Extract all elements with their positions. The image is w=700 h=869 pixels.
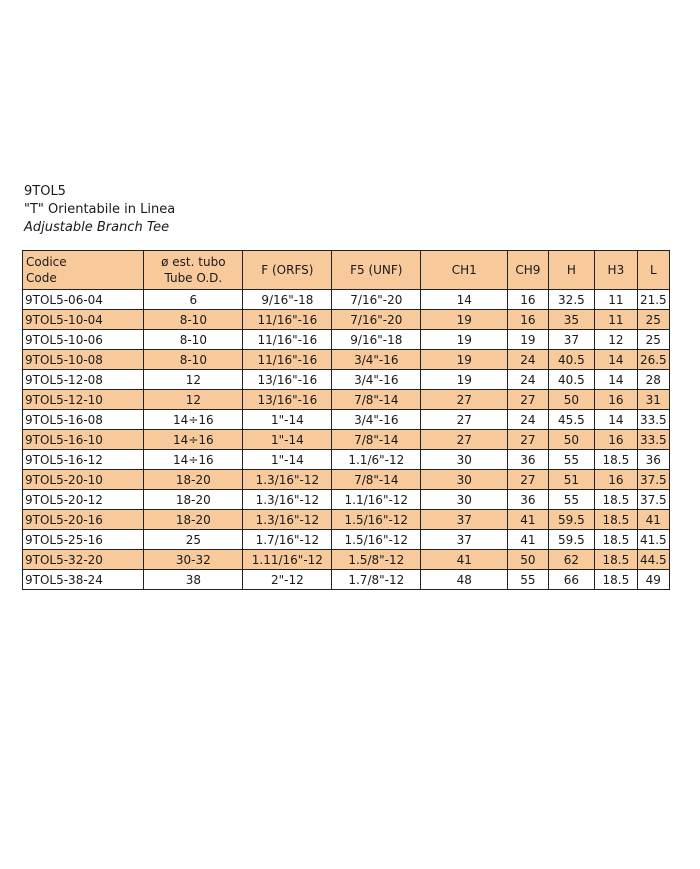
cell-h: 62	[548, 550, 595, 570]
table-header	[23, 251, 670, 290]
cell-od: 30-32	[144, 550, 243, 570]
cell-f: 11/16"-16	[243, 350, 332, 370]
table-row	[23, 570, 670, 590]
table-row	[23, 550, 670, 570]
cell-l: 25	[637, 310, 669, 330]
table-row	[23, 410, 670, 430]
cell-h3: 18.5	[595, 510, 637, 530]
column-header-line: ø est. tubo	[161, 255, 226, 269]
cell-od: 18-20	[144, 510, 243, 530]
column-header-line: F (ORFS)	[261, 263, 314, 277]
cell-ch1: 27	[421, 410, 508, 430]
cell-h3: 16	[595, 470, 637, 490]
column-header-f	[243, 251, 332, 290]
cell-ch9: 41	[508, 530, 548, 550]
cell-h3: 11	[595, 290, 637, 310]
cell-h: 59.5	[548, 510, 595, 530]
table-row	[23, 330, 670, 350]
table-row	[23, 430, 670, 450]
cell-f5: 3/4"-16	[332, 350, 421, 370]
cell-f5: 7/8"-14	[332, 430, 421, 450]
cell-od: 25	[144, 530, 243, 550]
column-header-line: F5 (UNF)	[350, 263, 403, 277]
table-row	[23, 470, 670, 490]
column-header-line: L	[649, 263, 657, 277]
column-header-h	[548, 251, 595, 290]
column-header-line: H	[566, 263, 576, 277]
cell-f: 11/16"-16	[243, 310, 332, 330]
cell-h: 40.5	[548, 350, 595, 370]
cell-h: 50	[548, 390, 595, 410]
column-header-line: Codice	[26, 255, 67, 269]
cell-f5: 7/16"-20	[332, 290, 421, 310]
cell-f5: 1.1/6"-12	[332, 450, 421, 470]
cell-ch9: 16	[508, 310, 548, 330]
cell-ch1: 30	[421, 490, 508, 510]
cell-ch9: 55	[508, 570, 548, 590]
header-row	[23, 251, 670, 290]
cell-od: 8-10	[144, 310, 243, 330]
cell-f5: 1.7/8"-12	[332, 570, 421, 590]
cell-h: 45.5	[548, 410, 595, 430]
cell-f: 13/16"-16	[243, 390, 332, 410]
cell-f5: 1.5/16"-12	[332, 510, 421, 530]
cell-od: 18-20	[144, 490, 243, 510]
cell-l: 26.5	[637, 350, 669, 370]
column-header-line: H3	[607, 263, 625, 277]
cell-h: 55	[548, 450, 595, 470]
cell-f5: 3/4"-16	[332, 370, 421, 390]
cell-f: 1.3/16"-12	[243, 510, 332, 530]
cell-f5: 1.5/16"-12	[332, 530, 421, 550]
cell-code: 9TOL5-20-10	[23, 470, 144, 490]
cell-od: 38	[144, 570, 243, 590]
cell-ch1: 27	[421, 390, 508, 410]
cell-f: 1"-14	[243, 450, 332, 470]
cell-code: 9TOL5-16-12	[23, 450, 144, 470]
cell-f5: 7/16"-20	[332, 310, 421, 330]
cell-code: 9TOL5-10-08	[23, 350, 144, 370]
cell-h3: 18.5	[595, 550, 637, 570]
cell-f5: 7/8"-14	[332, 390, 421, 410]
cell-f: 13/16"-16	[243, 370, 332, 390]
cell-code: 9TOL5-10-04	[23, 310, 144, 330]
cell-ch9: 27	[508, 390, 548, 410]
cell-l: 28	[637, 370, 669, 390]
cell-ch1: 30	[421, 470, 508, 490]
cell-od: 6	[144, 290, 243, 310]
product-title-english: Adjustable Branch Tee	[24, 220, 170, 235]
cell-l: 44.5	[637, 550, 669, 570]
cell-code: 9TOL5-16-10	[23, 430, 144, 450]
cell-ch9: 16	[508, 290, 548, 310]
cell-ch9: 24	[508, 410, 548, 430]
cell-h3: 18.5	[595, 570, 637, 590]
table-row	[23, 310, 670, 330]
cell-l: 33.5	[637, 430, 669, 450]
cell-f5: 1.5/8"-12	[332, 550, 421, 570]
cell-h3: 18.5	[595, 490, 637, 510]
cell-h: 66	[548, 570, 595, 590]
cell-od: 14÷16	[144, 450, 243, 470]
cell-ch9: 36	[508, 450, 548, 470]
cell-od: 18-20	[144, 470, 243, 490]
cell-h: 55	[548, 490, 595, 510]
cell-ch1: 27	[421, 430, 508, 450]
cell-l: 31	[637, 390, 669, 410]
product-code: 9TOL5	[24, 184, 66, 199]
column-header-f5	[332, 251, 421, 290]
cell-ch1: 19	[421, 370, 508, 390]
column-header-h3	[595, 251, 637, 290]
cell-f: 1.3/16"-12	[243, 470, 332, 490]
cell-f: 1"-14	[243, 410, 332, 430]
cell-h3: 16	[595, 390, 637, 410]
cell-ch9: 24	[508, 370, 548, 390]
cell-ch1: 14	[421, 290, 508, 310]
cell-od: 8-10	[144, 330, 243, 350]
cell-h3: 18.5	[595, 530, 637, 550]
cell-ch9: 36	[508, 490, 548, 510]
cell-code: 9TOL5-20-16	[23, 510, 144, 530]
cell-f: 1.7/16"-12	[243, 530, 332, 550]
table-row	[23, 450, 670, 470]
cell-code: 9TOL5-25-16	[23, 530, 144, 550]
cell-code: 9TOL5-12-10	[23, 390, 144, 410]
cell-l: 33.5	[637, 410, 669, 430]
cell-ch1: 19	[421, 350, 508, 370]
column-header-code	[23, 251, 144, 290]
cell-code: 9TOL5-12-08	[23, 370, 144, 390]
cell-f: 1.3/16"-12	[243, 490, 332, 510]
table-row	[23, 350, 670, 370]
cell-od: 12	[144, 370, 243, 390]
cell-ch9: 41	[508, 510, 548, 530]
column-header-line: CH9	[515, 263, 541, 277]
cell-h: 50	[548, 430, 595, 450]
cell-ch1: 19	[421, 330, 508, 350]
cell-f5: 1.1/16"-12	[332, 490, 421, 510]
cell-l: 49	[637, 570, 669, 590]
column-header-ch9	[508, 251, 548, 290]
cell-h3: 11	[595, 310, 637, 330]
column-header-ch1	[421, 251, 508, 290]
cell-f: 11/16"-16	[243, 330, 332, 350]
cell-code: 9TOL5-16-08	[23, 410, 144, 430]
cell-ch9: 27	[508, 430, 548, 450]
cell-f: 1"-14	[243, 430, 332, 450]
cell-od: 12	[144, 390, 243, 410]
cell-h3: 14	[595, 370, 637, 390]
cell-ch1: 19	[421, 310, 508, 330]
cell-h: 32.5	[548, 290, 595, 310]
cell-ch1: 41	[421, 550, 508, 570]
cell-h3: 18.5	[595, 450, 637, 470]
cell-l: 37.5	[637, 490, 669, 510]
cell-ch1: 37	[421, 510, 508, 530]
cell-ch9: 24	[508, 350, 548, 370]
cell-f: 1.11/16"-12	[243, 550, 332, 570]
cell-code: 9TOL5-32-20	[23, 550, 144, 570]
cell-code: 9TOL5-10-06	[23, 330, 144, 350]
cell-ch1: 37	[421, 530, 508, 550]
table-row	[23, 530, 670, 550]
cell-ch1: 48	[421, 570, 508, 590]
document-header	[24, 183, 175, 237]
cell-h: 40.5	[548, 370, 595, 390]
cell-h: 37	[548, 330, 595, 350]
dimensions-table	[22, 250, 670, 590]
table-row	[23, 290, 670, 310]
cell-h3: 12	[595, 330, 637, 350]
cell-l: 41.5	[637, 530, 669, 550]
cell-l: 21.5	[637, 290, 669, 310]
cell-od: 14÷16	[144, 410, 243, 430]
cell-ch9: 19	[508, 330, 548, 350]
cell-od: 8-10	[144, 350, 243, 370]
cell-h3: 14	[595, 410, 637, 430]
cell-f: 9/16"-18	[243, 290, 332, 310]
column-header-line: CH1	[451, 263, 477, 277]
column-header-od	[144, 251, 243, 290]
column-header-line: Tube O.D.	[164, 271, 223, 285]
table-row	[23, 510, 670, 530]
cell-l: 36	[637, 450, 669, 470]
cell-ch9: 50	[508, 550, 548, 570]
cell-f5: 3/4"-16	[332, 410, 421, 430]
cell-code: 9TOL5-20-12	[23, 490, 144, 510]
table-body	[23, 290, 670, 590]
cell-l: 37.5	[637, 470, 669, 490]
cell-l: 41	[637, 510, 669, 530]
cell-f: 2"-12	[243, 570, 332, 590]
column-header-line: Code	[26, 271, 57, 285]
cell-h: 51	[548, 470, 595, 490]
table-row	[23, 390, 670, 410]
cell-f5: 9/16"-18	[332, 330, 421, 350]
cell-h: 59.5	[548, 530, 595, 550]
product-title-italian: "T" Orientabile in Linea	[24, 202, 176, 217]
column-header-l	[637, 251, 669, 290]
cell-od: 14÷16	[144, 430, 243, 450]
cell-h3: 16	[595, 430, 637, 450]
cell-h3: 14	[595, 350, 637, 370]
table-row	[23, 370, 670, 390]
cell-ch1: 30	[421, 450, 508, 470]
cell-code: 9TOL5-38-24	[23, 570, 144, 590]
cell-code: 9TOL5-06-04	[23, 290, 144, 310]
cell-l: 25	[637, 330, 669, 350]
table-row	[23, 490, 670, 510]
cell-f5: 7/8"-14	[332, 470, 421, 490]
cell-h: 35	[548, 310, 595, 330]
cell-ch9: 27	[508, 470, 548, 490]
